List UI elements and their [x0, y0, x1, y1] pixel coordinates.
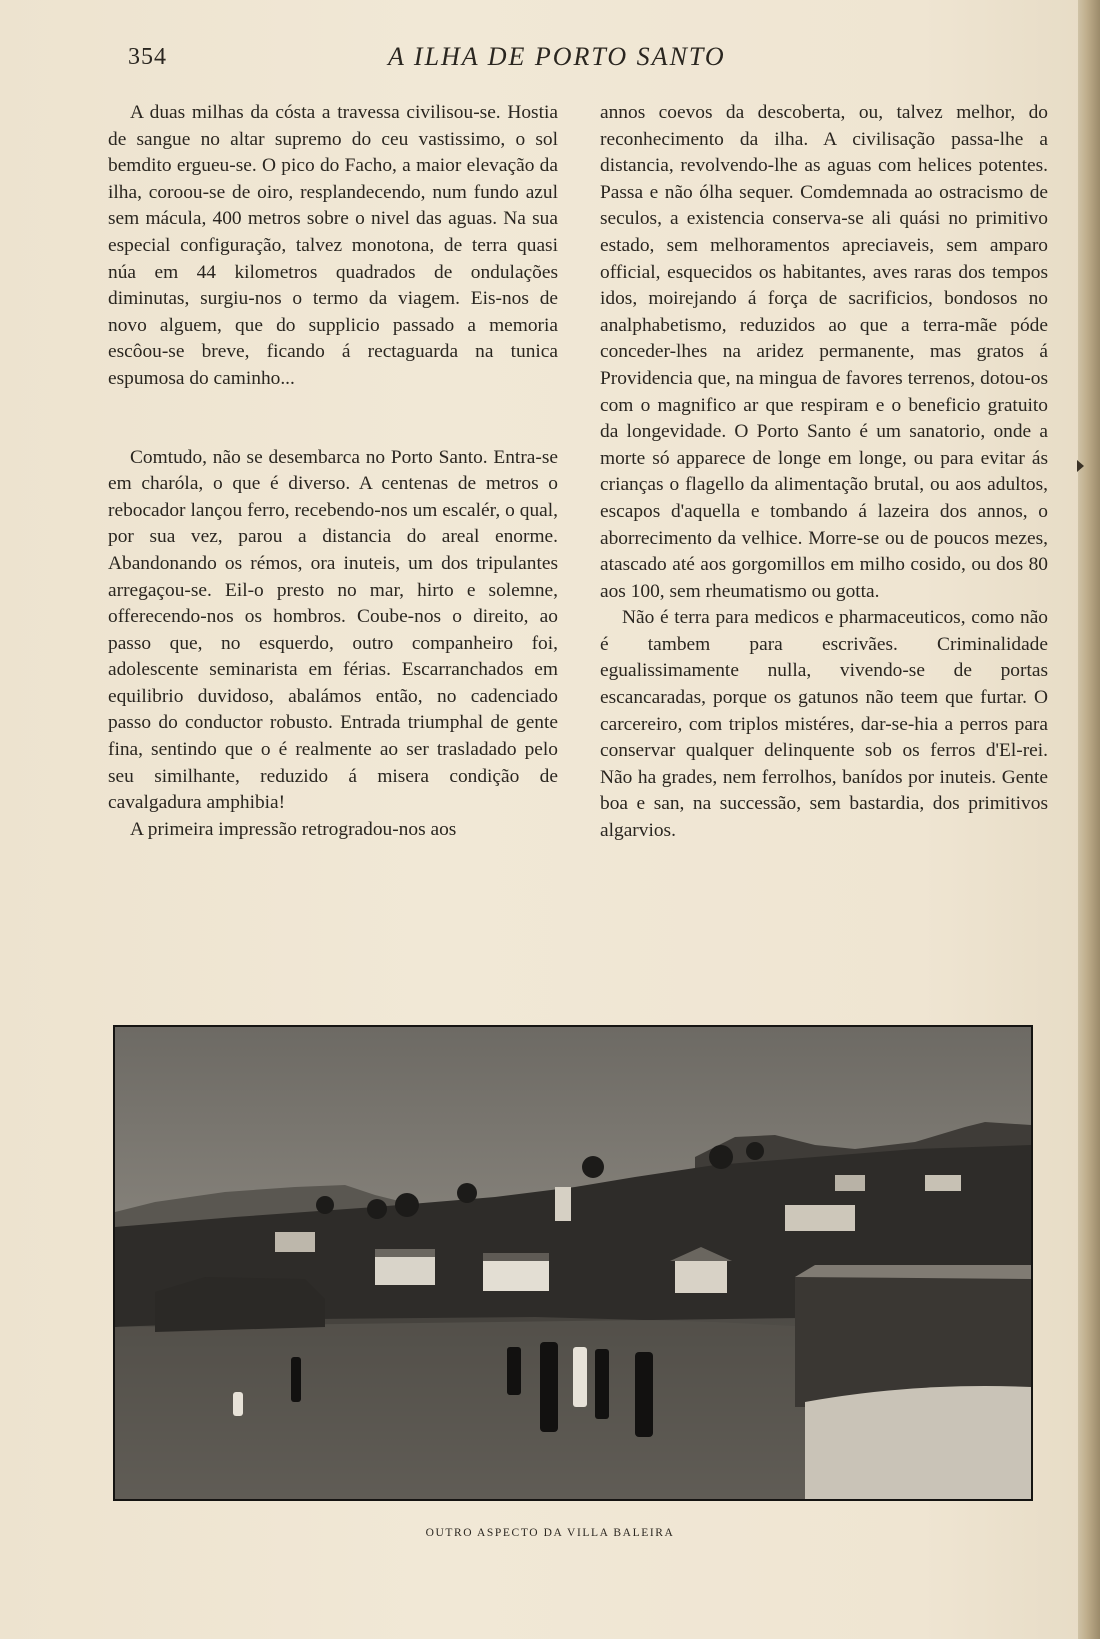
left-column	[108, 100, 558, 843]
paragraph: Comtudo, não se desembarca no Porto Santo. Entra-se em charóla, o que é diverso. A centenas de metros o rebocador lançou ferro, recebendo-nos um escalér, o qual, por sua vez, parou a distancia do areal enorme. Abandonando os rémos, ora inuteis, um dos tripulantes arregaçou-se. Eil-o presto no mar, hirto e solemne, offerecendo-nos os hombros. Coube-nos o direito, ao passo que, no esquerdo, outro companheiro foi, adolescente seminarista em férias. Escarranchados em equilibrio duvidoso, abalámos então, no cadenciado passo do conductor robusto. Entrada triumphal de gente fina, sentindo que o é realmente ao ser trasladado pelo seu similhante, reduzido á misera condição de cavalgadura amphibia!	[108, 446, 558, 814]
paragraph: A duas milhas da cósta a travessa civilisou-se. Hostia de sangue no altar supremo do ceu vastissimo, o sol bemdito ergueu-se. O pico do Facho, a maior elevação da ilha, coroou-se de oiro, resplandecendo, num fundo azul sem mácula, 400 metros sobre o nivel das aguas. Na sua especial configuração, talvez monotona, de terra quasi núa em 44 kilometros quadrados de ondulações diminutas, surgiu-nos o termo da viagem. Eis-nos de novo alguem, que do supplicio passado a memoria escôou-se breve, ficando á rectaguarda na tunica espumosa do caminho...	[108, 102, 558, 389]
page-number: 354	[128, 44, 167, 70]
photograph-image	[115, 1027, 1031, 1499]
paragraph: Não é terra para medicos e pharmaceuticos, como não é tambem para escrivães. Criminalidade egualissimamente nulla, vivendo-se de portas escancaradas, porque os gatunos não teem que furtar. O carcereiro, com triplos mistéres, dar-se-hia a perros para conservar qualquer delinquente sob os ferros d'El-rei. Não ha grades, nem ferrolhos, banídos por inuteis. Gente boa e san, na successão, sem bastardia, dos primitivos algarvios.	[600, 607, 1048, 842]
section-break	[108, 393, 558, 445]
paragraph: A primeira impressão retrogradou-nos aos	[130, 818, 457, 840]
paragraph: annos coevos da descoberta, ou, talvez melhor, do reconhecimento da ilha. A civilisação passa-lhe a distancia, revolvendo-lhe as aguas com helices potentes. Passa e não ólha sequer. Comdemnada ao ostracismo de seculos, a existencia conserva-se ali quási no primitivo estado, sem melhoramentos apreciaveis, sem amparo official, esquecidos os habitantes, aves raras dos tempos idos, moirejando á força de sacrificios, bondosos no analphabetismo, reduzidos ao que a terra-mãe póde conceder-lhes na aridez permanente, mas gratos á Providencia que, na mingua de favores terrenos, dotou-os com o magnifico ar que respiram e o beneficio gratuito da longevidade. O Porto Santo é um sanatorio, onde a morte só apparece de longe em longe, ou para evitar ás crianças o flagello da alimentação brutal, ou aos adultos, escapos d'aquella e tombando á lazeira dos annos, o aborrecimento da velhice. Morre-se ou de poucos mezes, atascado até aos gorgomillos em milho cosido, ou dos 80 aos 100, sem rheumatismo ou gotta.	[600, 102, 1048, 602]
photo-caption: OUTRO ASPECTO DA VILLA BALEIRA	[425, 1527, 675, 1539]
page-binding-edge	[1078, 0, 1100, 1639]
right-column	[600, 100, 1048, 845]
page-header	[128, 42, 1048, 82]
margin-arrow-icon	[1077, 460, 1084, 472]
village-photograph	[113, 1025, 1033, 1501]
running-title: A ILHA DE PORTO SANTO	[388, 42, 726, 71]
